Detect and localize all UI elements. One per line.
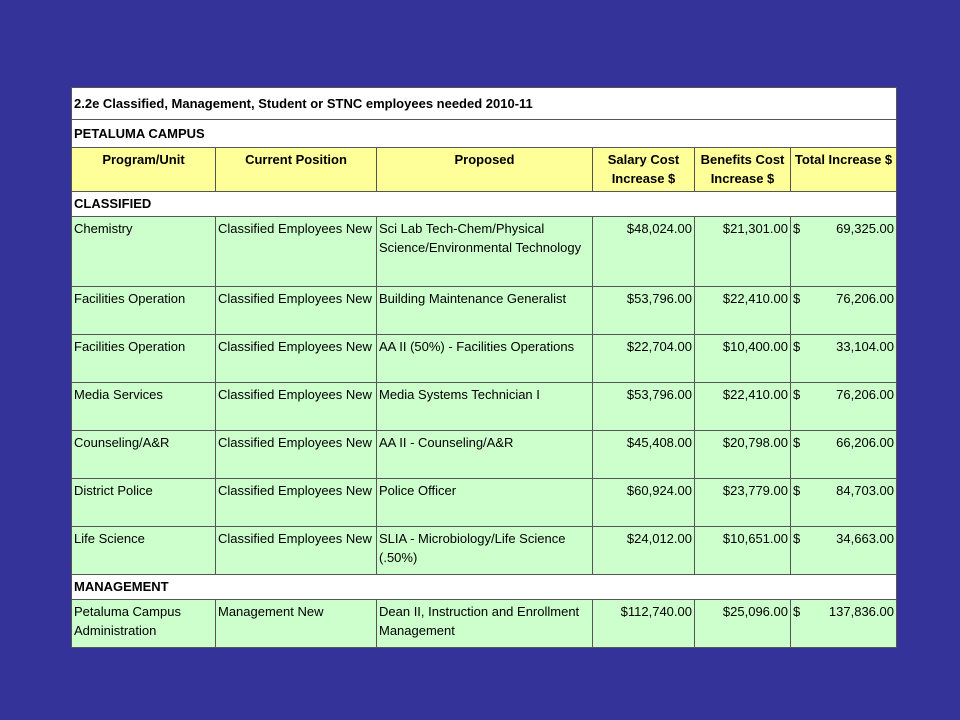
salary-cell: $48,024.00 <box>593 217 695 287</box>
section-label-management: MANAGEMENT <box>72 575 897 600</box>
table-row <box>72 335 897 383</box>
current-position-cell: Classified Employees New <box>216 287 377 335</box>
benefits-cell: $22,410.00 <box>695 383 791 431</box>
salary-cell: $60,924.00 <box>593 479 695 527</box>
current-position-cell: Classified Employees New <box>216 527 377 575</box>
current-position-cell: Classified Employees New <box>216 383 377 431</box>
benefits-cell: $10,651.00 <box>695 527 791 575</box>
benefits-cell: $10,400.00 <box>695 335 791 383</box>
current-position-cell: Classified Employees New <box>216 335 377 383</box>
salary-cell: $45,408.00 <box>593 431 695 479</box>
section-row-management <box>72 575 897 600</box>
proposed-cell: Sci Lab Tech-Chem/Physical Science/Environmental Technology <box>377 217 593 287</box>
total-cell <box>791 479 897 527</box>
total-cell <box>791 600 897 648</box>
campus-label: PETALUMA CAMPUS <box>72 120 897 148</box>
proposed-cell: Dean II, Instruction and Enrollment Management <box>377 600 593 648</box>
section-label-classified: CLASSIFIED <box>72 192 897 217</box>
total-value: 69,325.00 <box>836 221 894 236</box>
benefits-cell: $20,798.00 <box>695 431 791 479</box>
program-cell: Media Services <box>72 383 216 431</box>
col-header-benefits: Benefits Cost Increase $ <box>695 148 791 192</box>
program-cell: Facilities Operation <box>72 335 216 383</box>
proposed-cell: SLIA - Microbiology/Life Science (.50%) <box>377 527 593 575</box>
salary-cell: $53,796.00 <box>593 287 695 335</box>
total-cell <box>791 431 897 479</box>
proposed-cell: AA II - Counseling/A&R <box>377 431 593 479</box>
table-row <box>72 527 897 575</box>
total-value: 34,663.00 <box>836 531 894 546</box>
total-cell <box>791 287 897 335</box>
title-row <box>72 88 897 120</box>
benefits-cell: $23,779.00 <box>695 479 791 527</box>
current-position-cell: Management New <box>216 600 377 648</box>
salary-cell: $22,704.00 <box>593 335 695 383</box>
current-position-cell: Classified Employees New <box>216 217 377 287</box>
program-cell: Petaluma Campus Administration <box>72 600 216 648</box>
program-cell: Chemistry <box>72 217 216 287</box>
currency-symbol: $ <box>793 387 801 402</box>
total-cell <box>791 335 897 383</box>
table-row <box>72 479 897 527</box>
currency-symbol: $ <box>793 604 801 619</box>
benefits-cell: $22,410.00 <box>695 287 791 335</box>
total-value: 137,836.00 <box>828 604 894 619</box>
total-value: 76,206.00 <box>836 291 894 306</box>
table-row <box>72 431 897 479</box>
table-title: 2.2e Classified, Management, Student or STNC employees needed 2010-11 <box>72 88 897 120</box>
total-value: 66,206.00 <box>836 435 894 450</box>
total-cell <box>791 383 897 431</box>
total-cell <box>791 217 897 287</box>
salary-cell: $24,012.00 <box>593 527 695 575</box>
currency-symbol: $ <box>793 221 801 236</box>
salary-cell: $112,740.00 <box>593 600 695 648</box>
table-row <box>72 600 897 648</box>
campus-row <box>72 120 897 148</box>
currency-symbol: $ <box>793 339 801 354</box>
section-row-classified <box>72 192 897 217</box>
proposed-cell: AA II (50%) - Facilities Operations <box>377 335 593 383</box>
proposed-cell: Building Maintenance Generalist <box>377 287 593 335</box>
table-row <box>72 383 897 431</box>
currency-symbol: $ <box>793 483 801 498</box>
total-value: 76,206.00 <box>836 387 894 402</box>
total-cell <box>791 527 897 575</box>
current-position-cell: Classified Employees New <box>216 479 377 527</box>
currency-symbol: $ <box>793 291 801 306</box>
total-value: 33,104.00 <box>836 339 894 354</box>
spreadsheet-table <box>71 87 896 648</box>
program-cell: Life Science <box>72 527 216 575</box>
proposed-cell: Media Systems Technician I <box>377 383 593 431</box>
table-row <box>72 217 897 287</box>
program-cell: District Police <box>72 479 216 527</box>
table-row <box>72 287 897 335</box>
total-value: 84,703.00 <box>836 483 894 498</box>
benefits-cell: $25,096.00 <box>695 600 791 648</box>
col-header-total: Total Increase $ <box>791 148 897 192</box>
col-header-program: Program/Unit <box>72 148 216 192</box>
header-row <box>72 148 897 192</box>
benefits-cell: $21,301.00 <box>695 217 791 287</box>
salary-cell: $53,796.00 <box>593 383 695 431</box>
col-header-current: Current Position <box>216 148 377 192</box>
current-position-cell: Classified Employees New <box>216 431 377 479</box>
proposed-cell: Police Officer <box>377 479 593 527</box>
program-cell: Facilities Operation <box>72 287 216 335</box>
currency-symbol: $ <box>793 435 801 450</box>
currency-symbol: $ <box>793 531 801 546</box>
employees-needed-table <box>71 87 897 648</box>
col-header-proposed: Proposed <box>377 148 593 192</box>
col-header-salary: Salary Cost Increase $ <box>593 148 695 192</box>
program-cell: Counseling/A&R <box>72 431 216 479</box>
